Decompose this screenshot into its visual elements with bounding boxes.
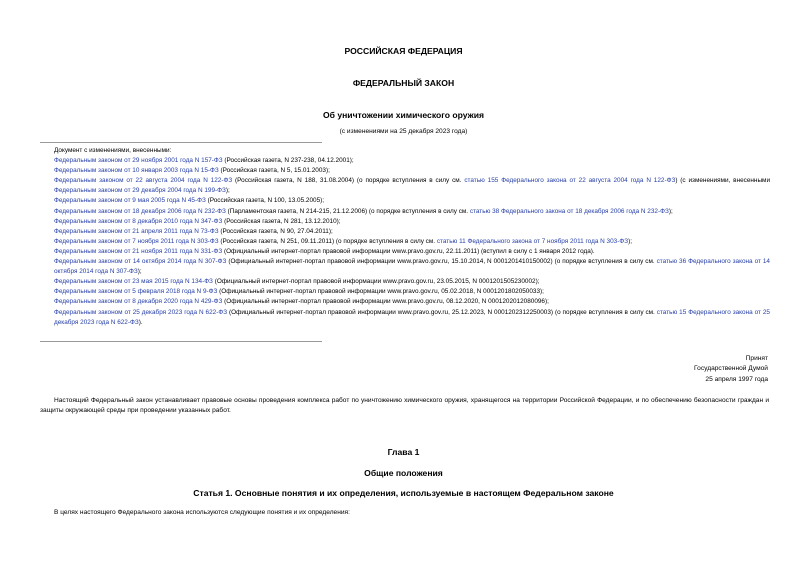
amendment-link[interactable]: Федеральным законом от 10 января 2003 года N 15-ФЗ <box>54 167 219 175</box>
amendment-item: Федеральным законом от 7 ноября 2011 года N 303-ФЗ (Российская газета, N 251, 09.11.2011) (о порядке вступления в силу см. статью 11 Федерального закона от 7 ноября 2011 года N 303-ФЗ); <box>54 237 632 245</box>
amendment-link[interactable]: Федеральным законом от 7 ноября 2011 года N 303-ФЗ <box>54 237 219 245</box>
amendment-link[interactable]: Федеральным законом от 22 августа 2004 года N 122-ФЗ <box>54 177 233 185</box>
amendment-link[interactable]: Федеральным законом от 25 декабря 2023 года N 622-ФЗ <box>54 308 228 316</box>
amendment-item: Федеральным законом от 22 августа 2004 года N 122-ФЗ (Российская газета, N 188, 31.08.2004) (о порядке вступления в силу см. статью 155 Федерального закона от 22 августа 2004 года N 122-ФЗ) (с изменениями, внесенными Федеральным законом от 29 декабря 2004 года N 199-ФЗ); <box>54 177 771 195</box>
amendment-link[interactable]: Федеральным законом от 29 ноября 2001 года N 157-ФЗ <box>54 157 223 165</box>
amendment-item: Федеральным законом от 25 декабря 2023 года N 622-ФЗ (Официальный интернет-портал правовой информации www.pravo.gov.ru, 25.12.2023, N 0001202312250003) (о порядке вступления в силу см. статью 15 Федерального закона от 25 декабря 2023 года N 622-ФЗ). <box>54 308 770 326</box>
amendment-article-link[interactable]: статью 11 Федерального закона от 7 ноября 2011 года N 303-ФЗ <box>436 237 629 245</box>
amendment-article-link[interactable]: статью 36 Федерального закона от 14 октября 2014 года N 307-ФЗ <box>54 258 770 276</box>
amendment-item: Федеральным законом от 14 октября 2014 года N 307-ФЗ (Официальный интернет-портал правовой информации www.pravo.gov.ru, 15.10.2014, N 0001201410150002) (о порядке вступления в силу см. статью 36 Федерального закона от 14 октября 2014 года N 307-ФЗ); <box>54 258 770 276</box>
amendment-link[interactable]: Федеральным законом от 21 ноября 2011 года N 331-ФЗ <box>54 247 223 255</box>
country-heading: РОССИЙСКАЯ ФЕДЕРАЦИЯ <box>344 46 463 56</box>
preamble-paragraph: Настоящий Федеральный закон устанавливает правовые основы проведения комплекса работ по уничтожению химического оружия, хранящегося на территории Российской Федерации, и по обеспечению безопасности граждан и защиты окружающей среды при проведении указанных работ. <box>40 397 769 415</box>
doc-type-heading: ФЕДЕРАЛЬНЫЙ ЗАКОН <box>352 78 455 88</box>
amendment-link[interactable]: Федеральным законом от 8 декабря 2010 года N 347-ФЗ <box>54 217 223 225</box>
amendment-link[interactable]: Федеральным законом от 29 декабря 2004 года N 199-ФЗ <box>54 187 226 195</box>
amendment-link[interactable]: Федеральным законом от 14 октября 2014 года N 307-ФЗ <box>54 258 227 266</box>
amendment-item: Федеральным законом от 9 мая 2005 года N 45-ФЗ (Российская газета, N 100, 13.05.2005); <box>54 197 325 205</box>
amendment-article-link[interactable]: статью 15 Федерального закона от 25 декабря 2023 года N 622-ФЗ <box>54 308 770 326</box>
amendment-item: Федеральным законом от 8 декабря 2020 года N 429-ФЗ (Официальный интернет-портал правовой информации www.pravo.gov.ru, 08.12.2020, N 0001202012080096); <box>54 298 549 306</box>
amendment-item: Федеральным законом от 8 декабря 2010 года N 347-ФЗ (Российская газета, N 281, 13.12.2010); <box>54 217 341 225</box>
amendments-intro: Документ с изменениями, внесенными: <box>54 147 172 154</box>
amendment-item: Федеральным законом от 23 мая 2015 года N 134-ФЗ (Официальный интернет-портал правовой информации www.pravo.gov.ru, 23.05.2015, N 0001201505230002); <box>54 278 540 286</box>
amendment-item: Федеральным законом от 29 ноября 2001 года N 157-ФЗ (Российская газета, N 237-238, 04.12.2001); <box>54 157 354 165</box>
amendment-link[interactable]: Федеральным законом от 8 декабря 2020 года N 429-ФЗ <box>54 298 223 306</box>
acceptance-block <box>694 354 768 385</box>
acceptance-date: 25 апреля 1997 года <box>705 375 768 383</box>
amendment-article-link[interactable]: статью 155 Федерального закона от 22 августа 2004 года N 122-ФЗ <box>464 177 676 185</box>
article-intro: В целях настоящего Федерального закона используются следующие понятия и их определения: <box>54 509 350 516</box>
amendment-item: Федеральным законом от 5 февраля 2018 года N 9-ФЗ (Официальный интернет-портал правовой информации www.pravo.gov.ru, 05.02.2018, N 0001201802050033); <box>54 288 544 296</box>
chapter-title: Общие положения <box>364 468 443 478</box>
amendment-link[interactable]: Федеральным законом от 21 апреля 2011 года N 73-ФЗ <box>54 227 219 235</box>
acceptance-line: Государственной Думой <box>694 365 768 373</box>
amendments-list <box>40 146 770 328</box>
amendment-item: Федеральным законом от 21 ноября 2011 года N 331-ФЗ (Официальный интернет-портал правовой информации www.pravo.gov.ru, 22.11.2011) (вступил в силу с 1 января 2012 года). <box>54 247 595 255</box>
amendment-link[interactable]: Федеральным законом от 23 мая 2015 года N 134-ФЗ <box>54 278 213 286</box>
bottom-divider <box>40 341 322 342</box>
amendment-link[interactable]: Федеральным законом от 9 мая 2005 года N 45-ФЗ <box>54 197 206 205</box>
amendment-item: Федеральным законом от 21 апреля 2011 года N 73-ФЗ (Российская газета, N 90, 27.04.2011); <box>54 227 333 235</box>
amendment-item: Федеральным законом от 10 января 2003 года N 15-ФЗ (Российская газета, N 5, 15.01.2003); <box>54 167 330 175</box>
amendment-link[interactable]: Федеральным законом от 5 февраля 2018 года N 9-ФЗ <box>54 288 218 296</box>
document-title: Об уничтожении химического оружия <box>322 110 485 120</box>
article-title: Статья 1. Основные понятия и их определения, используемые в настоящем Федеральном законе <box>193 488 614 498</box>
edition-note: (с изменениями на 25 декабря 2023 года) <box>339 128 468 135</box>
amendment-link[interactable]: Федеральным законом от 18 декабря 2006 года N 232-ФЗ <box>54 207 226 215</box>
top-divider <box>40 142 322 143</box>
chapter-number: Глава 1 <box>387 447 420 457</box>
amendment-item: Федеральным законом от 18 декабря 2006 года N 232-ФЗ (Парламентская газета, N 214-215, 21.12.2006) (о порядке вступления в силу см. статью 38 Федерального закона от 18 декабря 2006 года N 232-ФЗ); <box>54 207 673 215</box>
amendment-article-link[interactable]: статью 38 Федерального закона от 18 декабря 2006 года N 232-ФЗ <box>469 207 669 215</box>
acceptance-line: Принят <box>745 355 768 362</box>
